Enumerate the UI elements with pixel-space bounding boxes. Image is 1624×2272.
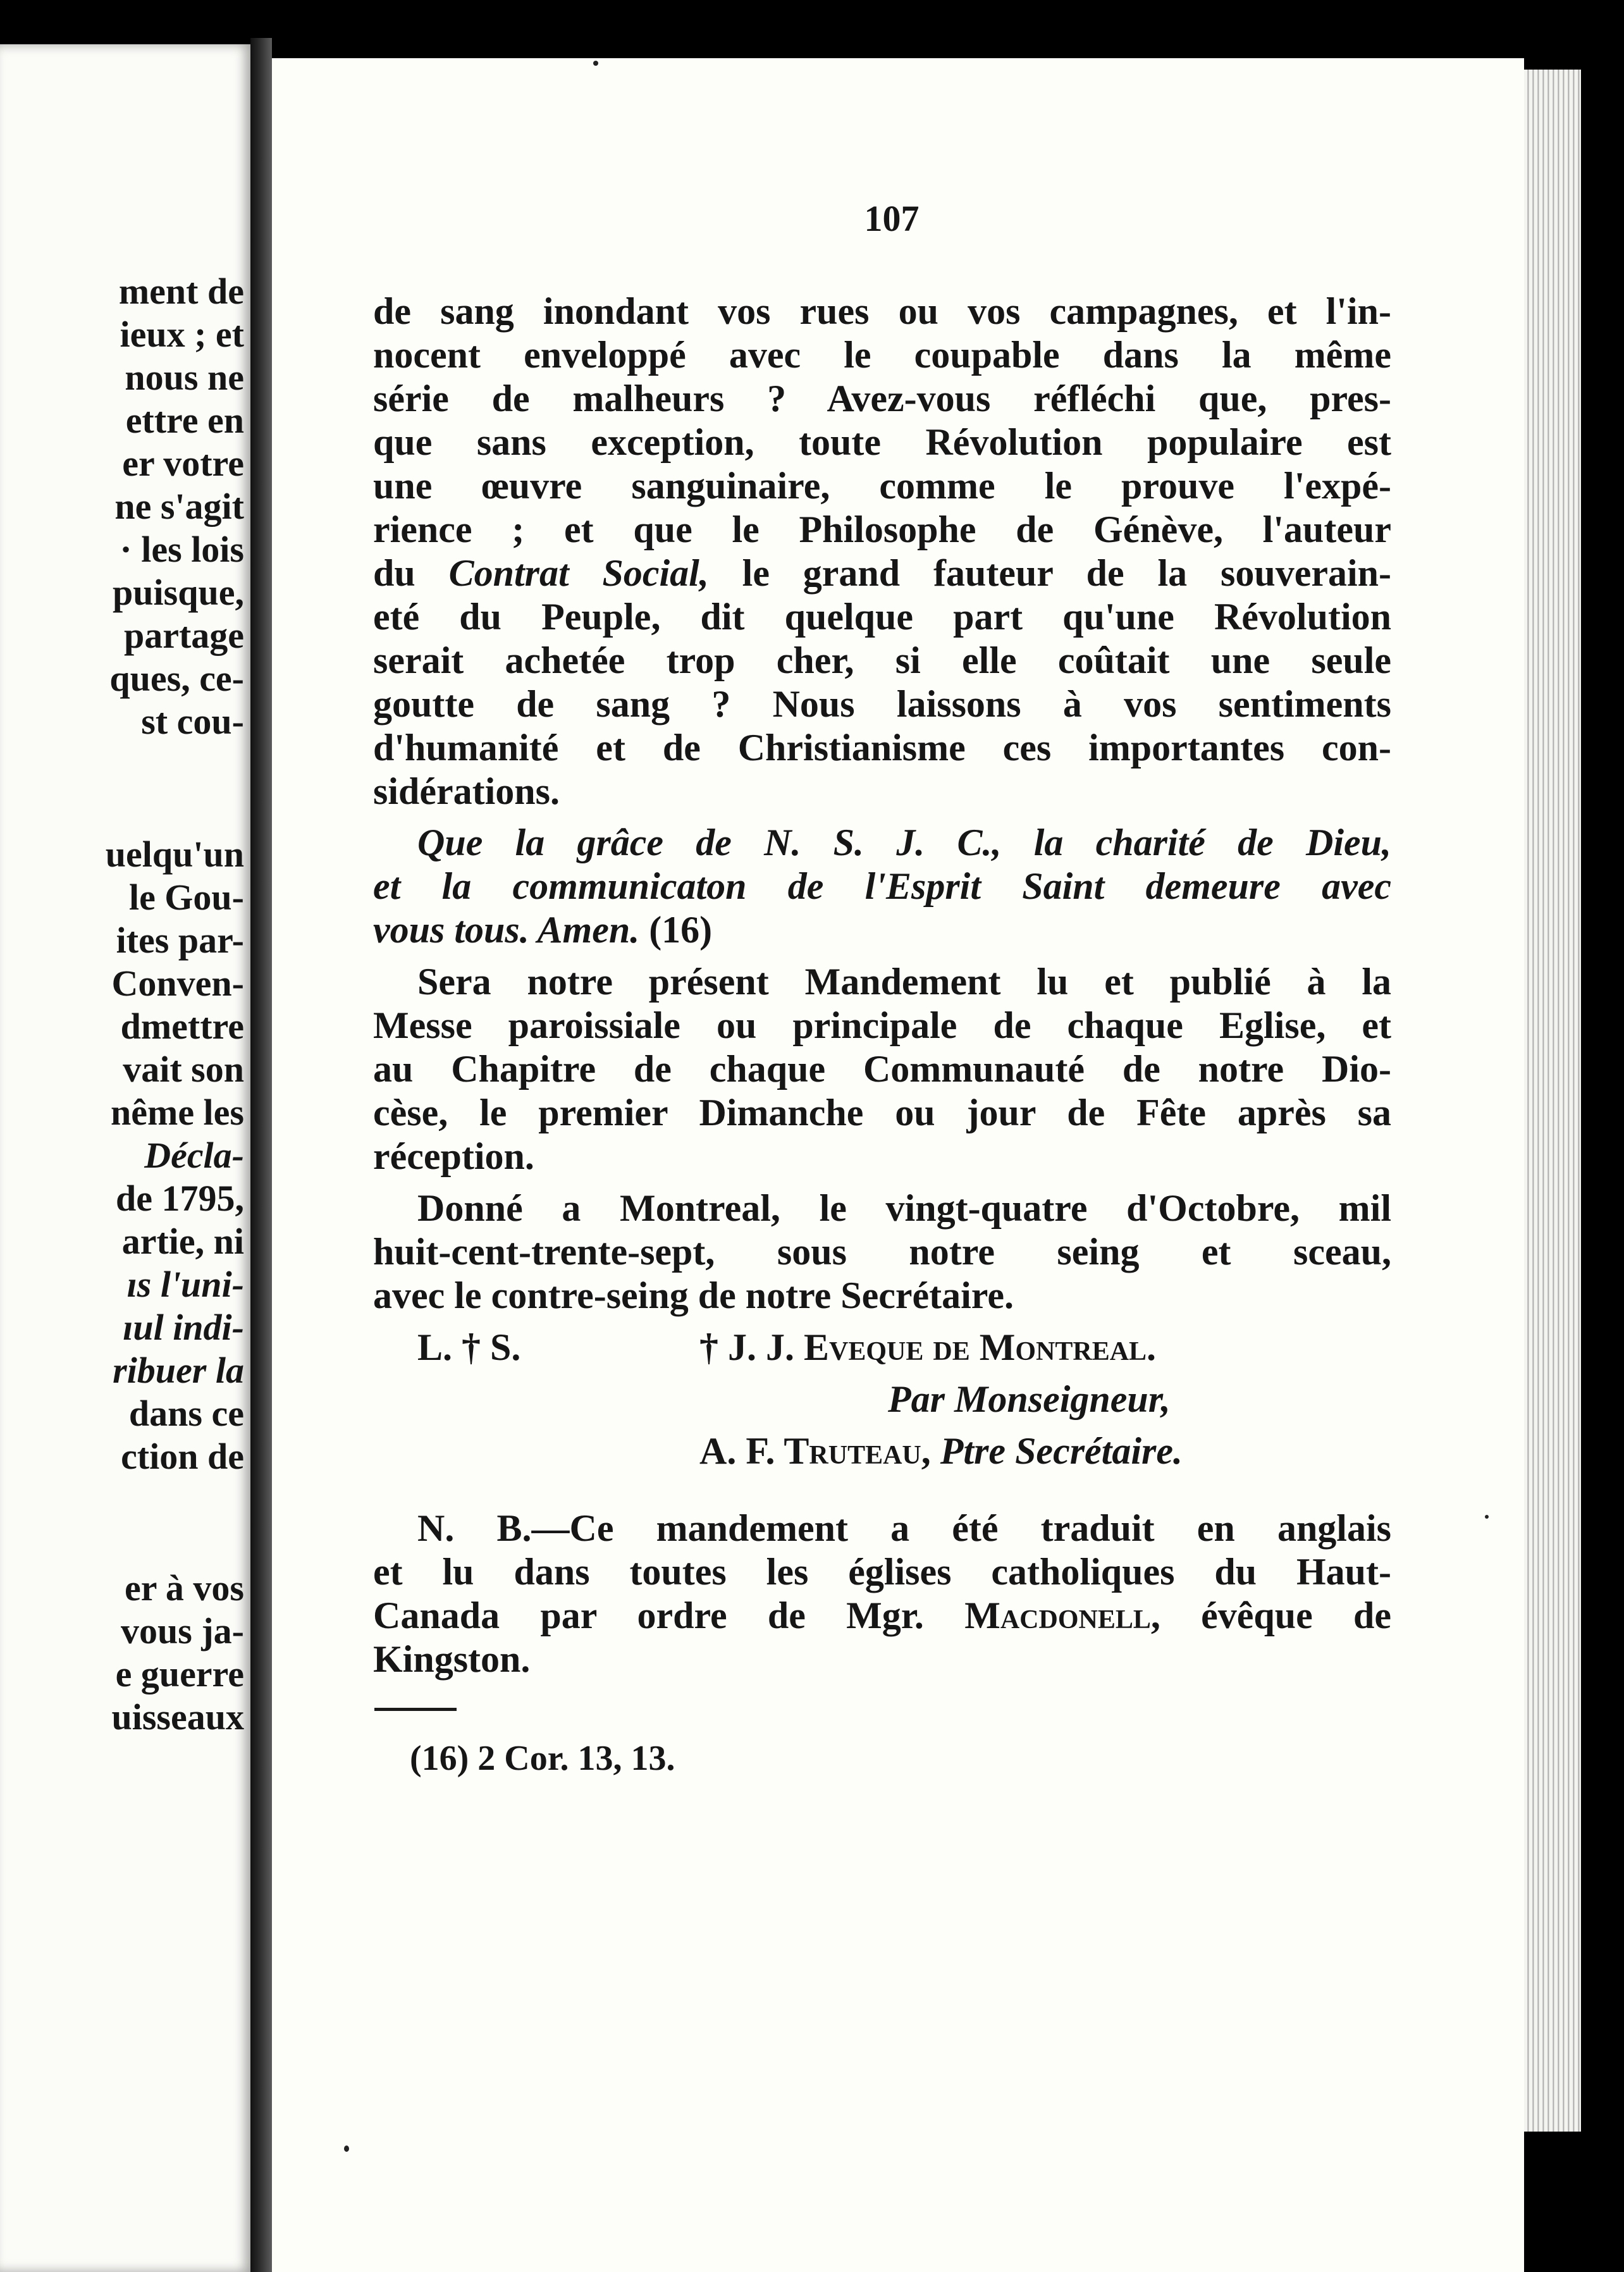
left-line: artie, ni	[121, 1221, 244, 1262]
text-line: série de malheurs ? Avez-vous réfléchi que, pres-	[373, 378, 1391, 419]
left-line: · les lois	[120, 529, 244, 570]
text-fragment: évêque de	[1201, 1595, 1392, 1636]
text-line: d'humanité et de Christianisme ces importantes con-	[373, 727, 1391, 769]
text-line: huit-cent-trente-sept, sous notre seing et sceau,	[373, 1231, 1391, 1273]
left-page-fragment	[0, 44, 252, 2272]
nb-line: N. B.—Ce mandement a été traduit en anglais	[417, 1507, 1391, 1549]
text-line: rience ; et que le Philosophe de Génève, l'auteur	[373, 509, 1391, 550]
text-line: nocent enveloppé avec le coupable dans la même	[373, 334, 1391, 376]
left-line: le Gou-	[128, 877, 244, 918]
book-gutter	[250, 38, 272, 2272]
text-line: une œuvre sanguinaire, comme le prouve l'expé-	[373, 465, 1391, 507]
left-line: uisseaux	[111, 1696, 244, 1738]
left-line: Décla-	[144, 1135, 244, 1176]
text-line: réception.	[373, 1135, 534, 1177]
left-line: ment de	[118, 271, 244, 312]
text-fragment: Canada par ordre de Mgr.	[373, 1595, 924, 1636]
left-line: dmettre	[120, 1006, 244, 1047]
left-line: vait son	[123, 1049, 244, 1090]
scan-speck	[593, 61, 598, 66]
left-line: er à vos	[124, 1567, 244, 1608]
left-line: nême les	[111, 1092, 244, 1133]
text-line: Messe paroissiale ou principale de chaque Eglise, et	[373, 1004, 1391, 1046]
left-line: ites par-	[116, 920, 244, 961]
left-line: nous ne	[125, 357, 244, 398]
text-fragment: le grand fauteur de la souverain-	[742, 552, 1392, 594]
blessing-line	[373, 911, 1391, 949]
nb-line: et lu dans toutes les églises catholiques du Haut-	[373, 1551, 1391, 1593]
text-line: Donné a Montreal, le vingt-quatre d'Octobre, mil	[417, 1187, 1391, 1229]
text-line: Sera notre présent Mandement lu et publié à la	[417, 961, 1391, 1003]
left-line: st cou-	[141, 701, 244, 742]
par-monseigneur: Par Monseigneur,	[888, 1378, 1171, 1420]
contrat-social-title: Contrat Social,	[448, 552, 709, 594]
text-fragment: du	[373, 552, 415, 594]
scan-speck	[344, 2145, 349, 2152]
nb-line: Kingston.	[373, 1638, 531, 1680]
footnote-rule	[374, 1708, 457, 1711]
left-line: partage	[123, 615, 244, 656]
left-line: ction de	[121, 1436, 244, 1477]
text-line: eté du Peuple, dit quelque part qu'une Révolution	[373, 596, 1391, 638]
left-line: ıul indi-	[123, 1307, 244, 1348]
left-line: ne s'agit	[114, 486, 244, 527]
footnote: (16) 2 Cor. 13, 13.	[410, 1739, 675, 1778]
page-edges	[1524, 70, 1581, 2132]
left-line: ettre en	[125, 400, 244, 441]
macdonell-name: Macdonell,	[964, 1595, 1160, 1636]
left-line: ques, ce-	[109, 658, 244, 699]
left-line: ribuer la	[113, 1350, 244, 1391]
text-line: sidérations.	[373, 770, 560, 812]
left-line: ieux ; et	[120, 314, 244, 355]
left-line: er votre	[122, 443, 244, 484]
blessing-amen: vous tous. Amen.	[373, 909, 640, 951]
secretary-name: A. F. Truteau,	[699, 1430, 931, 1472]
left-line: uelqu'un	[105, 834, 244, 875]
text-line	[373, 554, 1391, 592]
left-line: Conven-	[111, 963, 244, 1004]
nb-line	[373, 1596, 1391, 1634]
bishop-signature: † J. J. Eveque de Montreal.	[699, 1326, 1157, 1368]
blessing-line: et la communicaton de l'Esprit Saint demeure avec	[373, 865, 1391, 907]
text-line: que sans exception, toute Révolution populaire est	[373, 421, 1391, 463]
footnote-reference: (16)	[649, 909, 713, 951]
text-line: cèse, le premier Dimanche ou jour de Fête après sa	[373, 1092, 1391, 1133]
text-line: au Chapitre de chaque Communauté de notre Dio-	[373, 1048, 1391, 1090]
left-line: ıs l'uni-	[126, 1264, 244, 1305]
text-line: serait achetée trop cher, si elle coûtait une seule	[373, 639, 1391, 681]
secretary-title: Ptre Secrétaire.	[940, 1430, 1183, 1472]
left-line: e guerre	[115, 1653, 244, 1695]
left-line: puisque,	[113, 572, 244, 613]
seal-mark: L. † S.	[417, 1326, 521, 1368]
secretary-signature	[699, 1432, 1183, 1470]
left-line: de 1795,	[116, 1178, 244, 1219]
blessing-line: Que la grâce de N. S. J. C., la charité de Dieu,	[417, 822, 1391, 863]
left-line: dans ce	[128, 1393, 244, 1434]
scan-speck	[1485, 1515, 1489, 1519]
scan-background	[1581, 0, 1624, 2272]
text-line: de sang inondant vos rues ou vos campagnes, et l'in-	[373, 290, 1391, 332]
text-line: avec le contre-seing de notre Secrétaire.	[373, 1275, 1014, 1316]
text-line: goutte de sang ? Nous laissons à vos sentiments	[373, 683, 1391, 725]
left-line: vous ja-	[121, 1610, 244, 1652]
page-number: 107	[864, 198, 920, 239]
